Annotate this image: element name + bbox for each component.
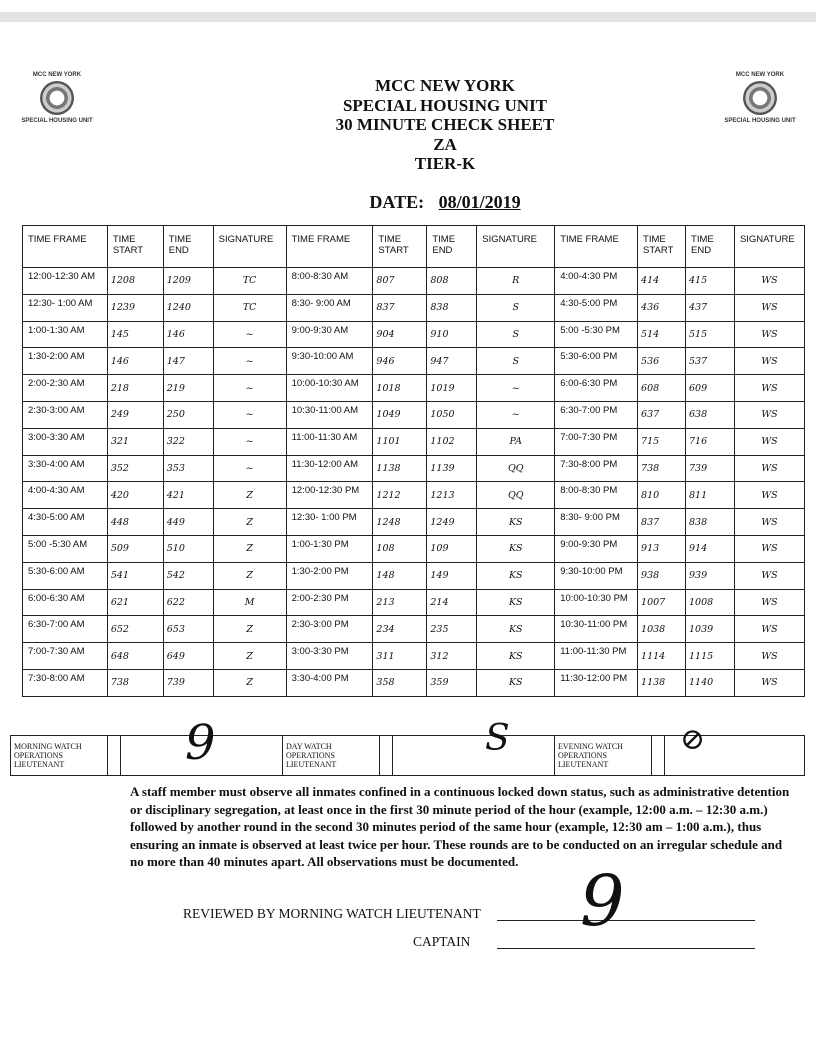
time-end-cell: 939: [686, 562, 735, 589]
time-frame-cell: 4:00-4:30 PM: [555, 268, 638, 295]
title-line: 30 MINUTE CHECK SHEET: [335, 115, 555, 134]
time-start-cell: 414: [638, 268, 686, 295]
time-end-cell: 147: [163, 348, 213, 375]
signature-cell: WS: [734, 348, 804, 375]
time-frame-cell: 8:00-8:30 AM: [286, 268, 373, 295]
column-header: TIME FRAME: [23, 226, 108, 268]
time-start-cell: 1049: [373, 401, 427, 428]
time-frame-cell: 2:00-2:30 AM: [23, 375, 108, 402]
table-row: [23, 321, 805, 348]
time-start-cell: 715: [638, 428, 686, 455]
column-header: TIME FRAME: [286, 226, 373, 268]
time-end-cell: 537: [686, 348, 735, 375]
time-frame-cell: 3:00-3:30 PM: [286, 643, 373, 670]
date-label: DATE:: [369, 192, 425, 212]
time-frame-cell: 1:00-1:30 PM: [286, 535, 373, 562]
day-signature-mark: S: [485, 718, 510, 759]
time-end-cell: 622: [163, 589, 213, 616]
instructions-paragraph: A staff member must observe all inmates confined in a continuous locked down status, such as administrative detention or disciplinary segregation, at least once in the first 30 minute period of the hour (example, 12:00 a.m. – 12:30 a.m.) followed by another round in the second 30 minutes period of the same hour (example, 12:30 am – 1:00 a.m.), thus ensuring an inmate is observed at least twice per hour. These rounds are to be conducted on an irregular schedule and no more than 40 minutes apart. All observations must be documented.: [130, 784, 790, 869]
table-row: [23, 294, 805, 321]
time-frame-cell: 2:30-3:00 PM: [286, 616, 373, 643]
check-table: [22, 225, 805, 697]
signature-cell: ~: [213, 321, 286, 348]
signature-cell: KS: [477, 643, 555, 670]
time-start-cell: 148: [373, 562, 427, 589]
table-row: [23, 482, 805, 509]
signature-cell: ~: [213, 348, 286, 375]
time-start-cell: 807: [373, 268, 427, 295]
table-row: [23, 348, 805, 375]
time-end-cell: 947: [427, 348, 477, 375]
signature-cell: WS: [734, 589, 804, 616]
column-header: TIME END: [163, 226, 213, 268]
signature-cell: WS: [734, 455, 804, 482]
time-frame-cell: 6:00-6:30 AM: [23, 589, 108, 616]
table-row: [23, 562, 805, 589]
time-frame-cell: 11:30-12:00 AM: [286, 455, 373, 482]
time-start-cell: 1138: [638, 669, 686, 696]
time-frame-cell: 12:30- 1:00 AM: [23, 294, 108, 321]
time-end-cell: 219: [163, 375, 213, 402]
reviewer-signature-mark: 9: [580, 860, 625, 942]
time-frame-cell: 11:30-12:00 PM: [555, 669, 638, 696]
column-header: TIME END: [686, 226, 735, 268]
time-end-cell: 421: [163, 482, 213, 509]
time-end-cell: 838: [686, 509, 735, 536]
time-end-cell: 1039: [686, 616, 735, 643]
time-start-cell: 358: [373, 669, 427, 696]
time-end-cell: 1102: [427, 428, 477, 455]
logo-top-text: MCC NEW YORK: [735, 72, 785, 78]
time-end-cell: 653: [163, 616, 213, 643]
time-start-cell: 146: [107, 348, 163, 375]
seal-icon: [743, 81, 777, 115]
column-header: TIME START: [638, 226, 686, 268]
scan-edge: [0, 12, 816, 22]
signature-cell: S: [477, 294, 555, 321]
time-start-cell: 621: [107, 589, 163, 616]
time-frame-cell: 8:00-8:30 PM: [555, 482, 638, 509]
time-end-cell: 415: [686, 268, 735, 295]
signature-cell: Z: [213, 562, 286, 589]
signature-cell: ~: [477, 375, 555, 402]
signature-cell: WS: [734, 509, 804, 536]
time-frame-cell: 7:30-8:00 PM: [555, 455, 638, 482]
time-frame-cell: 4:00-4:30 AM: [23, 482, 108, 509]
time-end-cell: 250: [163, 401, 213, 428]
column-header: SIGNATURE: [734, 226, 804, 268]
signature-cell: WS: [734, 643, 804, 670]
signature-cell: WS: [734, 401, 804, 428]
signature-cell: ~: [213, 455, 286, 482]
time-end-cell: 1115: [686, 643, 735, 670]
time-end-cell: 322: [163, 428, 213, 455]
time-end-cell: 808: [427, 268, 477, 295]
time-end-cell: 914: [686, 535, 735, 562]
time-end-cell: 739: [686, 455, 735, 482]
time-start-cell: 1018: [373, 375, 427, 402]
time-end-cell: 515: [686, 321, 735, 348]
column-header: SIGNATURE: [477, 226, 555, 268]
time-frame-cell: 10:00-10:30 AM: [286, 375, 373, 402]
time-frame-cell: 7:30-8:00 AM: [23, 669, 108, 696]
time-start-cell: 1138: [373, 455, 427, 482]
time-end-cell: 149: [427, 562, 477, 589]
time-end-cell: 649: [163, 643, 213, 670]
time-start-cell: 145: [107, 321, 163, 348]
time-end-cell: 1008: [686, 589, 735, 616]
signature-cell: QQ: [477, 455, 555, 482]
signature-cell: WS: [734, 482, 804, 509]
signature-cell: S: [477, 348, 555, 375]
signature-cell: KS: [477, 669, 555, 696]
time-end-cell: 312: [427, 643, 477, 670]
time-start-cell: 904: [373, 321, 427, 348]
time-start-cell: 738: [638, 455, 686, 482]
signature-cell: Z: [213, 669, 286, 696]
signature-cell: R: [477, 268, 555, 295]
reviewed-signature-line: [497, 920, 755, 921]
signature-cell: Z: [213, 535, 286, 562]
time-end-cell: 359: [427, 669, 477, 696]
time-start-cell: 1101: [373, 428, 427, 455]
time-start-cell: 810: [638, 482, 686, 509]
time-end-cell: 146: [163, 321, 213, 348]
signature-cell: Z: [213, 643, 286, 670]
time-start-cell: 637: [638, 401, 686, 428]
time-end-cell: 235: [427, 616, 477, 643]
time-start-cell: 536: [638, 348, 686, 375]
signature-cell: KS: [477, 509, 555, 536]
time-end-cell: 1213: [427, 482, 477, 509]
signature-cell: ~: [213, 401, 286, 428]
table-row: [23, 509, 805, 536]
time-end-cell: 1050: [427, 401, 477, 428]
time-frame-cell: 11:00-11:30 PM: [555, 643, 638, 670]
title-line: SPECIAL HOUSING UNIT: [342, 95, 548, 115]
signature-cell: PA: [477, 428, 555, 455]
signature-cell: TC: [213, 268, 286, 295]
table-row: [23, 669, 805, 696]
time-frame-cell: 11:00-11:30 AM: [286, 428, 373, 455]
time-end-cell: 1139: [427, 455, 477, 482]
table-row: [23, 428, 805, 455]
logo-bottom-text: SPECIAL HOUSING UNIT: [724, 118, 796, 124]
time-frame-cell: 8:30- 9:00 PM: [555, 509, 638, 536]
time-start-cell: 311: [373, 643, 427, 670]
time-end-cell: 1240: [163, 294, 213, 321]
column-header: TIME START: [107, 226, 163, 268]
time-start-cell: 213: [373, 589, 427, 616]
time-frame-cell: 7:00-7:30 AM: [23, 643, 108, 670]
reviewed-label: REVIEWED BY MORNING WATCH LIEUTENANT: [183, 906, 481, 921]
shu-logo-left: [12, 72, 102, 124]
time-frame-cell: 5:30-6:00 PM: [555, 348, 638, 375]
time-start-cell: 648: [107, 643, 163, 670]
signature-cell: WS: [734, 294, 804, 321]
column-header: TIME START: [373, 226, 427, 268]
time-end-cell: 214: [427, 589, 477, 616]
time-end-cell: 1019: [427, 375, 477, 402]
time-frame-cell: 3:30-4:00 AM: [23, 455, 108, 482]
time-frame-cell: 6:30-7:00 AM: [23, 616, 108, 643]
title-line: MCC NEW YORK: [375, 76, 515, 95]
time-start-cell: 652: [107, 616, 163, 643]
signature-cell: WS: [734, 268, 804, 295]
title-line: TIER-K: [414, 154, 476, 173]
column-header: TIME FRAME: [555, 226, 638, 268]
time-end-cell: 1249: [427, 509, 477, 536]
table-row: [23, 643, 805, 670]
time-start-cell: 321: [107, 428, 163, 455]
shu-logo-right: [715, 72, 805, 124]
time-frame-cell: 12:00-12:30 PM: [286, 482, 373, 509]
signature-cell: WS: [734, 562, 804, 589]
title-line: ZA: [433, 134, 457, 154]
signature-cell: Z: [213, 616, 286, 643]
time-frame-cell: 7:00-7:30 PM: [555, 428, 638, 455]
table-row: [23, 616, 805, 643]
time-start-cell: 1248: [373, 509, 427, 536]
column-header: TIME END: [427, 226, 477, 268]
day-signature: [393, 736, 555, 776]
captain-signature-line: [497, 948, 755, 949]
time-start-cell: 938: [638, 562, 686, 589]
time-end-cell: 437: [686, 294, 735, 321]
time-frame-cell: 6:00-6:30 PM: [555, 375, 638, 402]
time-start-cell: 436: [638, 294, 686, 321]
time-frame-cell: 5:00 -5:30 PM: [555, 321, 638, 348]
signature-cell: KS: [477, 535, 555, 562]
time-start-cell: 218: [107, 375, 163, 402]
time-end-cell: 1209: [163, 268, 213, 295]
time-end-cell: 542: [163, 562, 213, 589]
time-frame-cell: 2:30-3:00 AM: [23, 401, 108, 428]
time-start-cell: 420: [107, 482, 163, 509]
time-end-cell: 716: [686, 428, 735, 455]
date-value: 08/01/2019: [438, 192, 521, 212]
time-start-cell: 1212: [373, 482, 427, 509]
time-start-cell: 837: [373, 294, 427, 321]
time-start-cell: 509: [107, 535, 163, 562]
time-frame-cell: 10:00-10:30 PM: [555, 589, 638, 616]
column-header: SIGNATURE: [213, 226, 286, 268]
evening-watch-label: EVENING WATCH OPERATIONS LIEUTENANT: [555, 736, 652, 776]
captain-label: CAPTAIN: [413, 934, 471, 949]
document-title: [245, 76, 645, 174]
morning-signature-mark: 9: [185, 715, 216, 771]
signature-cell: WS: [734, 375, 804, 402]
table-row: [23, 589, 805, 616]
time-frame-cell: 5:00 -5:30 AM: [23, 535, 108, 562]
time-start-cell: 352: [107, 455, 163, 482]
table-row: [23, 455, 805, 482]
signature-cell: ~: [477, 401, 555, 428]
time-frame-cell: 1:30-2:00 AM: [23, 348, 108, 375]
time-start-cell: 1114: [638, 643, 686, 670]
time-frame-cell: 4:30-5:00 AM: [23, 509, 108, 536]
time-start-cell: 1208: [107, 268, 163, 295]
evening-signature-mark: ⊘: [680, 722, 706, 757]
time-end-cell: 449: [163, 509, 213, 536]
time-frame-cell: 3:00-3:30 AM: [23, 428, 108, 455]
table-row: [23, 375, 805, 402]
signature-cell: TC: [213, 294, 286, 321]
signature-cell: WS: [734, 616, 804, 643]
signature-cell: Z: [213, 509, 286, 536]
time-frame-cell: 2:00-2:30 PM: [286, 589, 373, 616]
signature-cell: Z: [213, 482, 286, 509]
time-frame-cell: 1:00-1:30 AM: [23, 321, 108, 348]
time-end-cell: 609: [686, 375, 735, 402]
time-frame-cell: 3:30-4:00 PM: [286, 669, 373, 696]
date-line: [300, 192, 600, 213]
time-end-cell: 910: [427, 321, 477, 348]
signature-cell: WS: [734, 321, 804, 348]
seal-icon: [40, 81, 74, 115]
time-frame-cell: 12:30- 1:00 PM: [286, 509, 373, 536]
time-frame-cell: 6:30-7:00 PM: [555, 401, 638, 428]
time-end-cell: 638: [686, 401, 735, 428]
signature-cell: WS: [734, 669, 804, 696]
time-start-cell: 448: [107, 509, 163, 536]
time-start-cell: 738: [107, 669, 163, 696]
time-end-cell: 838: [427, 294, 477, 321]
signature-cell: KS: [477, 589, 555, 616]
logo-top-text: MCC NEW YORK: [32, 72, 82, 78]
time-frame-cell: 10:30-11:00 PM: [555, 616, 638, 643]
time-start-cell: 1007: [638, 589, 686, 616]
time-end-cell: 510: [163, 535, 213, 562]
time-frame-cell: 10:30-11:00 AM: [286, 401, 373, 428]
time-start-cell: 108: [373, 535, 427, 562]
signature-cell: ~: [213, 375, 286, 402]
signature-cell: KS: [477, 562, 555, 589]
time-frame-cell: 12:00-12:30 AM: [23, 268, 108, 295]
signature-cell: QQ: [477, 482, 555, 509]
time-start-cell: 946: [373, 348, 427, 375]
time-start-cell: 608: [638, 375, 686, 402]
table-row: [23, 401, 805, 428]
time-end-cell: 1140: [686, 669, 735, 696]
time-start-cell: 837: [638, 509, 686, 536]
day-watch-label: DAY WATCH OPERATIONS LIEUTENANT: [283, 736, 380, 776]
time-start-cell: 541: [107, 562, 163, 589]
time-end-cell: 109: [427, 535, 477, 562]
time-frame-cell: 1:30-2:00 PM: [286, 562, 373, 589]
time-frame-cell: 9:00-9:30 PM: [555, 535, 638, 562]
time-start-cell: 1239: [107, 294, 163, 321]
time-frame-cell: 5:30-6:00 AM: [23, 562, 108, 589]
time-frame-cell: 4:30-5:00 PM: [555, 294, 638, 321]
signature-cell: KS: [477, 616, 555, 643]
time-end-cell: 811: [686, 482, 735, 509]
time-start-cell: 249: [107, 401, 163, 428]
signature-cell: WS: [734, 535, 804, 562]
time-start-cell: 913: [638, 535, 686, 562]
time-end-cell: 739: [163, 669, 213, 696]
table-row: [23, 535, 805, 562]
logo-bottom-text: SPECIAL HOUSING UNIT: [21, 118, 93, 124]
signature-cell: S: [477, 321, 555, 348]
signature-cell: WS: [734, 428, 804, 455]
morning-watch-label: MORNING WATCH OPERATIONS LIEUTENANT: [11, 736, 108, 776]
time-frame-cell: 9:00-9:30 AM: [286, 321, 373, 348]
signature-cell: M: [213, 589, 286, 616]
time-frame-cell: 8:30- 9:00 AM: [286, 294, 373, 321]
time-start-cell: 1038: [638, 616, 686, 643]
time-frame-cell: 9:30-10:00 AM: [286, 348, 373, 375]
time-frame-cell: 9:30-10:00 PM: [555, 562, 638, 589]
time-end-cell: 353: [163, 455, 213, 482]
signature-cell: ~: [213, 428, 286, 455]
time-start-cell: 234: [373, 616, 427, 643]
time-start-cell: 514: [638, 321, 686, 348]
table-row: [23, 268, 805, 295]
